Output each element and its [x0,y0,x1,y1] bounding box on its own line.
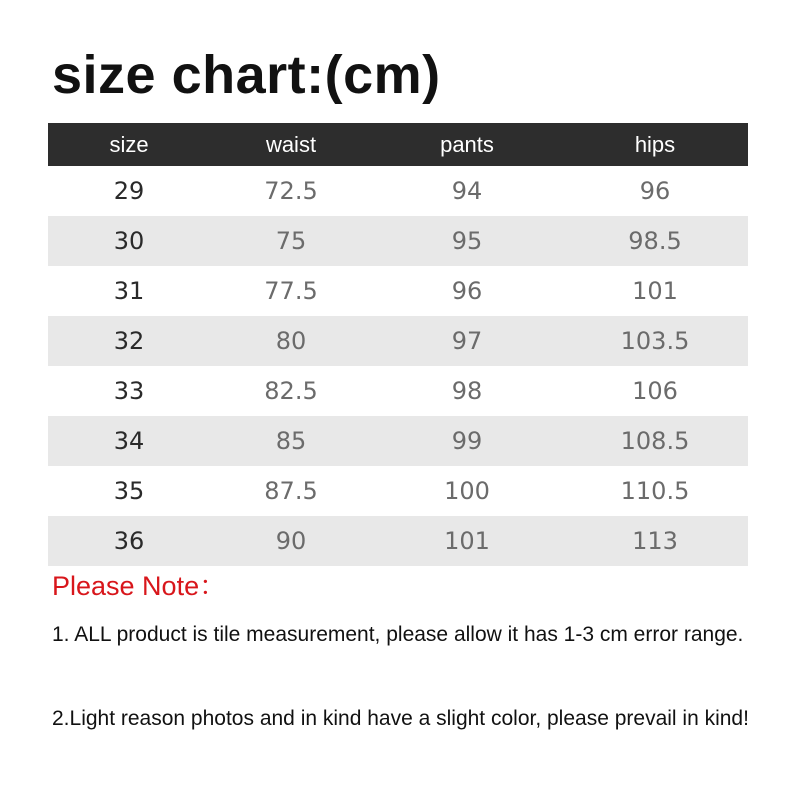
header-size: size [109,131,149,157]
waist-cell: 85 [275,427,307,455]
table-row [48,466,748,516]
pants-cell: 97 [451,327,483,355]
size-cell: 31 [113,277,145,305]
table-row [48,416,748,466]
table-row [48,216,748,266]
header-hips: hips [634,131,676,157]
note-item: 1. ALL product is tile measurement, please allow it has 1-3 cm error range. [52,623,744,646]
pants-cell: 99 [451,427,483,455]
pants-cell: 98 [451,377,483,405]
size-cell: 29 [113,177,145,205]
pants-cell: 101 [444,527,490,555]
table-row [48,366,748,416]
size-cell: 32 [113,327,145,355]
pants-cell: 94 [451,177,483,205]
hips-cell: 106 [632,377,678,405]
table-header-row [48,123,748,166]
pants-cell: 95 [451,227,483,255]
table-row [48,316,748,366]
table-row [48,166,748,216]
note-title: Please Note： [52,571,227,601]
pants-cell: 100 [444,477,490,505]
note-item: 2.Light reason photos and in kind have a slight color, please prevail in kind! [52,707,749,730]
header-pants: pants [440,131,494,157]
size-cell: 35 [113,477,145,505]
hips-cell: 108.5 [620,427,690,455]
size-cell: 30 [113,227,145,255]
page-title: size chart:(cm) [52,45,441,105]
table-row [48,516,748,566]
waist-cell: 87.5 [264,477,318,505]
header-waist: waist [265,131,317,157]
hips-cell: 113 [632,527,678,555]
waist-cell: 80 [275,327,307,355]
waist-cell: 77.5 [264,277,318,305]
pants-cell: 96 [451,277,483,305]
waist-cell: 90 [275,527,307,555]
hips-cell: 96 [639,177,671,205]
size-chart-table [48,123,748,566]
hips-cell: 103.5 [620,327,690,355]
hips-cell: 110.5 [620,477,690,505]
waist-cell: 75 [275,227,307,255]
waist-cell: 82.5 [264,377,318,405]
size-cell: 36 [113,527,145,555]
hips-cell: 101 [632,277,678,305]
waist-cell: 72.5 [264,177,318,205]
size-cell: 33 [113,377,145,405]
table-row [48,266,748,316]
size-cell: 34 [113,427,145,455]
hips-cell: 98.5 [628,227,682,255]
